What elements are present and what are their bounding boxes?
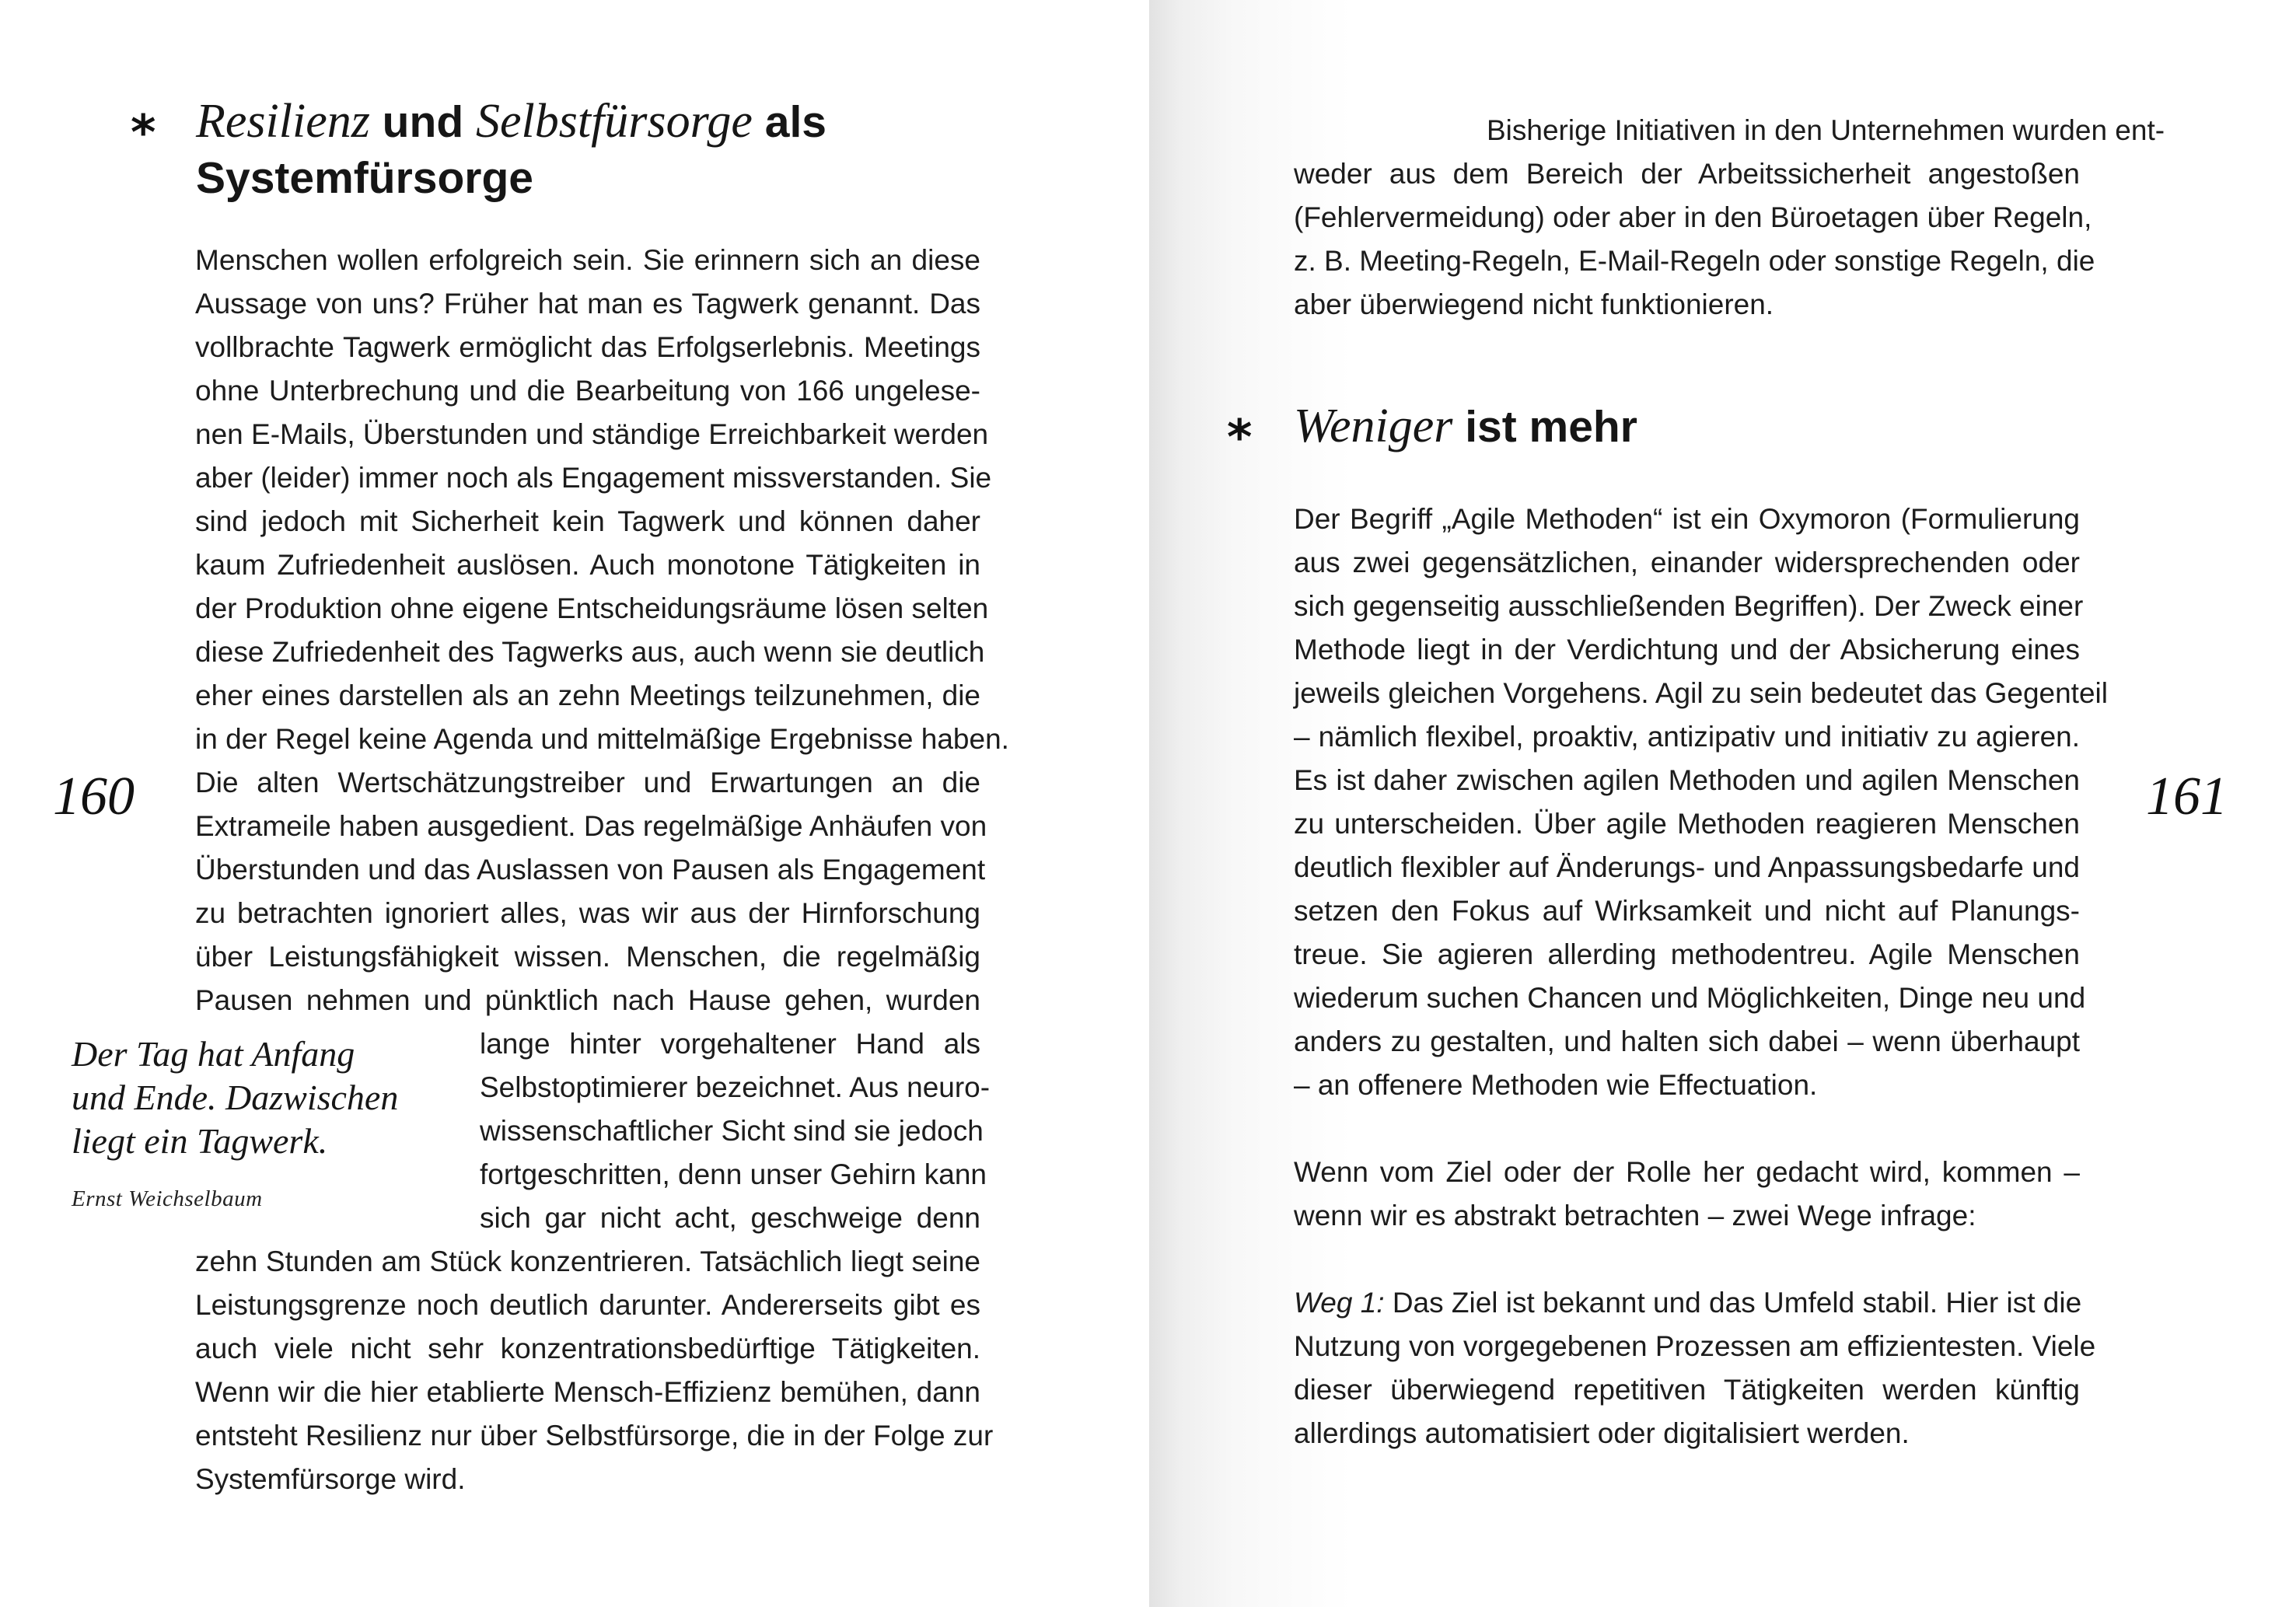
body-line-last: – an offenere Methoden wie Effectuation. <box>1294 1069 1818 1101</box>
page-number-left: 160 <box>53 767 135 826</box>
body-line: Wenn wir die hier etablierte Mensch-Effizienz bemühen, dann <box>195 1376 980 1408</box>
body-line: der Produktion ohne eigene Entscheidungsräume lösen selten <box>195 592 989 624</box>
quote-author: Ernst Weichselbaum <box>72 1186 263 1211</box>
body-line: nen E-Mails, Überstunden und ständige Erreichbarkeit werden <box>195 418 989 450</box>
body-line: Überstunden und das Auslassen von Pausen als Engagement <box>195 854 986 886</box>
intro-line: z. B. Meeting-Regeln, E-Mail-Regeln oder sonstige Regeln, die <box>1294 245 2095 277</box>
body-line: Menschen wollen erfolgreich sein. Sie erinnern sich an diese <box>195 244 980 276</box>
heading-asterisk-icon: * <box>131 104 156 161</box>
body-line: Leistungsgrenze noch deutlich darunter. Andererseits gibt es <box>195 1289 980 1321</box>
body-line: deutlich flexibler auf Änderungs- und Anpassungsbedarfe und <box>1294 851 2080 883</box>
body-line-narrow: sich gar nicht acht, geschweige denn <box>480 1202 980 1234</box>
heading-italic-selbstfuersorge: Selbstfürsorge <box>475 95 753 148</box>
body-line: entsteht Resilienz nur über Selbstfürsorge, die in der Folge zur <box>195 1420 994 1452</box>
body-line: eher eines darstellen als an zehn Meetings teilzunehmen, die <box>195 679 980 711</box>
body-line: auch viele nicht sehr konzentrationsbedürftige Tätigkeiten. <box>195 1333 980 1364</box>
body-line: kaum Zufriedenheit auslösen. Auch monotone Tätigkeiten in <box>195 549 980 581</box>
quote-line: liegt ein Tagwerk. <box>72 1121 328 1161</box>
page-number-right: 161 <box>2146 767 2228 826</box>
body-line: Der Begriff „Agile Methoden“ ist ein Oxymoron (Formulierung <box>1294 503 2080 535</box>
heading-text-als: als <box>752 97 826 147</box>
body-line: zu unterscheiden. Über agile Methoden reagieren Menschen <box>1294 808 2080 840</box>
body-line: – nämlich flexibel, proaktiv, antizipativ und initiativ zu agieren. <box>1294 721 2080 753</box>
body-line: Extrameile haben ausgedient. Das regelmäßige Anhäufen von <box>195 810 987 842</box>
section-heading-resilienz <box>196 93 973 206</box>
body-line-narrow: lange hinter vorgehaltener Hand als <box>480 1028 980 1060</box>
heading-asterisk-icon: * <box>1227 409 1253 466</box>
body-line: Nutzung von vorgegebenen Prozessen am effizientesten. Viele <box>1294 1330 2096 1362</box>
body-line-narrow: Selbstoptimierer bezeichnet. Aus neuro- <box>480 1071 991 1103</box>
body-line: aus zwei gegensätzlichen, einander widersprechenden oder <box>1294 547 2080 578</box>
body-line: in der Regel keine Agenda und mittelmäßige Ergebnisse haben. <box>195 723 1009 755</box>
body-line: diese Zufriedenheit des Tagwerks aus, auch wenn sie deutlich <box>195 636 985 668</box>
body-line: sich gegenseitig ausschließenden Begriffen). Der Zweck einer <box>1294 590 2084 622</box>
body-line-last: wenn wir es abstrakt betrachten – zwei Wege infrage: <box>1294 1200 1976 1231</box>
intro-line: weder aus dem Bereich der Arbeitssicherheit angestoßen <box>1294 158 2080 190</box>
intro-line: Bisherige Initiativen in den Unternehmen wurden ent- <box>1487 114 2165 146</box>
heading-line2: Systemfürsorge <box>196 153 533 203</box>
intro-line-last: aber überwiegend nicht funktionieren. <box>1294 288 1774 320</box>
body-line: Die alten Wertschätzungstreiber und Erwartungen an die <box>195 767 980 798</box>
body-line: treue. Sie agieren allerding methodentreu. Agile Menschen <box>1294 938 2080 970</box>
body-line: Pausen nehmen und pünktlich nach Hause gehen, wurden <box>195 984 980 1016</box>
body-line: jeweils gleichen Vorgehens. Agil zu sein bedeutet das Gegenteil <box>1294 677 2108 709</box>
quote-line: Der Tag hat Anfang <box>72 1034 355 1074</box>
heading-text-ist-mehr: ist mehr <box>1452 402 1637 452</box>
body-line: dieser überwiegend repetitiven Tätigkeiten werden künftig <box>1294 1374 2080 1406</box>
body-line: sind jedoch mit Sicherheit kein Tagwerk und können daher <box>195 505 980 537</box>
body-line: aber (leider) immer noch als Engagement missverstanden. Sie <box>195 462 992 494</box>
intro-line: (Fehlervermeidung) oder aber in den Büroetagen über Regeln, <box>1294 201 2092 233</box>
body-line: zehn Stunden am Stück konzentrieren. Tatsächlich liegt seine <box>195 1245 980 1277</box>
heading-italic-weniger: Weniger <box>1294 400 1453 452</box>
body-line: wiederum suchen Chancen und Möglichkeiten, Dinge neu und <box>1294 982 2086 1014</box>
body-line: Methode liegt in der Verdichtung und der Absicherung eines <box>1294 634 2080 666</box>
heading-italic-resilienz: Resilienz <box>196 95 370 148</box>
weg-1-label: Weg 1: <box>1294 1287 1385 1319</box>
body-line-narrow: wissenschaftlicher Sicht sind sie jedoch <box>480 1115 984 1147</box>
body-line-narrow: fortgeschritten, denn unser Gehirn kann <box>480 1158 987 1190</box>
body-line: Wenn vom Ziel oder der Rolle her gedacht wird, kommen – <box>1294 1156 2080 1188</box>
body-line: vollbrachte Tagwerk ermöglicht das Erfolgserlebnis. Meetings <box>195 331 980 363</box>
weg-1-text: Das Ziel ist bekannt und das Umfeld stabil. Hier ist die <box>1384 1287 2082 1319</box>
body-line: Es ist daher zwischen agilen Methoden und agilen Menschen <box>1294 764 2080 796</box>
body-line: zu betrachten ignoriert alles, was wir aus der Hirnforschung <box>195 897 980 929</box>
body-line-weg1 <box>1294 1281 2080 1325</box>
body-line-last: allerdings automatisiert oder digitalisiert werden. <box>1294 1417 1910 1449</box>
right-page <box>1149 0 2296 1607</box>
heading-text-und: und <box>369 97 476 147</box>
body-line: anders zu gestalten, und halten sich dabei – wenn überhaupt <box>1294 1025 2080 1057</box>
section-heading-weniger <box>1294 398 1994 455</box>
body-line: setzen den Fokus auf Wirksamkeit und nicht auf Planungs- <box>1294 895 2080 927</box>
body-line: ohne Unterbrechung und die Bearbeitung von 166 ungelese- <box>195 375 980 407</box>
quote-line: und Ende. Dazwischen <box>72 1078 399 1117</box>
body-line: über Leistungsfähigkeit wissen. Menschen, die regelmäßig <box>195 941 980 973</box>
body-line-last: Systemfürsorge wird. <box>195 1463 466 1495</box>
body-line: Aussage von uns? Früher hat man es Tagwerk genannt. Das <box>195 288 980 320</box>
